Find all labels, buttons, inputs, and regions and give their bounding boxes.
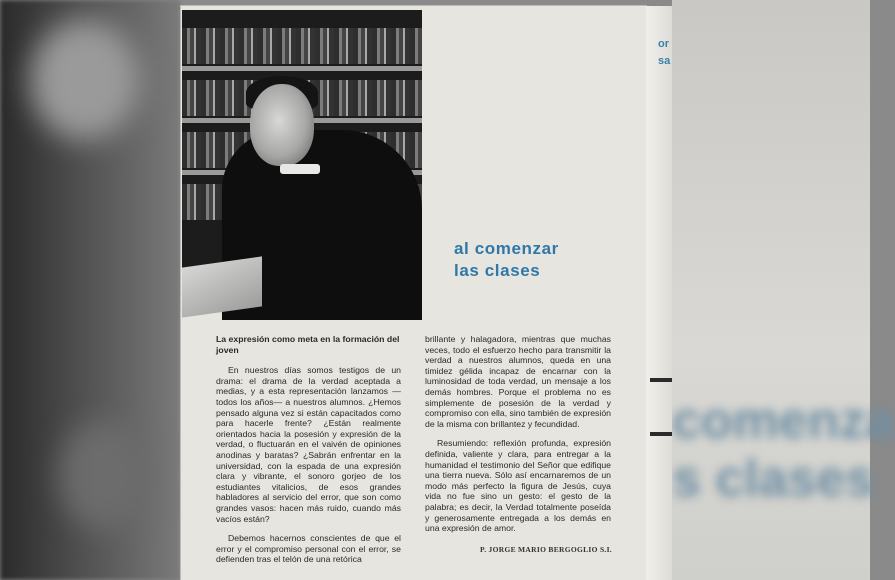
article-column-2 bbox=[425, 334, 611, 543]
priest-photo bbox=[182, 10, 422, 306]
next-page-edge bbox=[646, 6, 672, 580]
blurred-backdrop-left bbox=[0, 0, 180, 580]
face bbox=[250, 84, 314, 166]
article-column-1 bbox=[216, 334, 401, 574]
next-page-text: or sa bbox=[658, 38, 671, 67]
blurred-face-shape bbox=[30, 20, 140, 140]
article-paragraph: Resumiendo: reflexión profunda, expresión definida, valiente y clara, para entregar a la humanidad el testimonio del Señor que edifique una tierra nueva. Sólo así encarnaremos de un modo más perfecto la figura de Jesús, cuya vida no fue sino un gesto: el gesto de la palabra; es decir, la Verdad totalmente poseída y generosamente entregada a los demás en una expresión de amor. bbox=[425, 438, 611, 534]
edge-mark bbox=[650, 378, 672, 382]
article-title: al comenzar las clases bbox=[454, 239, 559, 280]
clerical-collar bbox=[280, 164, 320, 174]
article-paragraph: En nuestros días somos testigos de un drama: el drama de la verdad aceptada a medias, y a esta representación lanzamos —todos los años— a nuestros alumnos. ¿Hemos pensado alguna vez si están capacitados como para hacerle frente? ¿Están realmente orientados hacia la posesión y expresión de la verdad, o fluctuarán en el vaivén de opiniones anodinas y baratas? ¿Sabrán enfrentar en la universidad, con la espada de una expresión clara y vibrante, el sonoro gorjeo de los estudiantes vitalicios, de esos grandes habladores al servicio del error, que son como grandes vasos: hacen más ruido, cuando más vacíos están? bbox=[216, 365, 401, 524]
shelf bbox=[182, 66, 422, 71]
edge-mark bbox=[650, 432, 672, 436]
blurred-backdrop-title: comenza s clases bbox=[672, 392, 895, 508]
article-paragraph: brillante y halagadora, mientras que muchas veces, todo el esfuerzo hecho para transmitir la verdad a nuestros alumnos, queda en una timidez gélida incapaz de encarnar con la luminosidad de toda verdad, un mensaje a los demás hombres. Porque el problema no es simplemente de posesión de la verdad y compromiso con ella, sino también de expresión de la misma con brillantez y fecundidad. bbox=[425, 334, 611, 429]
article-heading: La expresión como meta en la formación del joven bbox=[216, 334, 400, 355]
author-signature: P. JORGE MARIO BERGOGLIO S.I. bbox=[480, 545, 612, 554]
article-paragraph: Debemos hacernos conscientes de que el error y el compromiso personal con el error, se defienden tras el telón de una retórica bbox=[216, 533, 401, 565]
bookshelf-row bbox=[182, 28, 422, 64]
blurred-book-shape bbox=[60, 420, 150, 530]
